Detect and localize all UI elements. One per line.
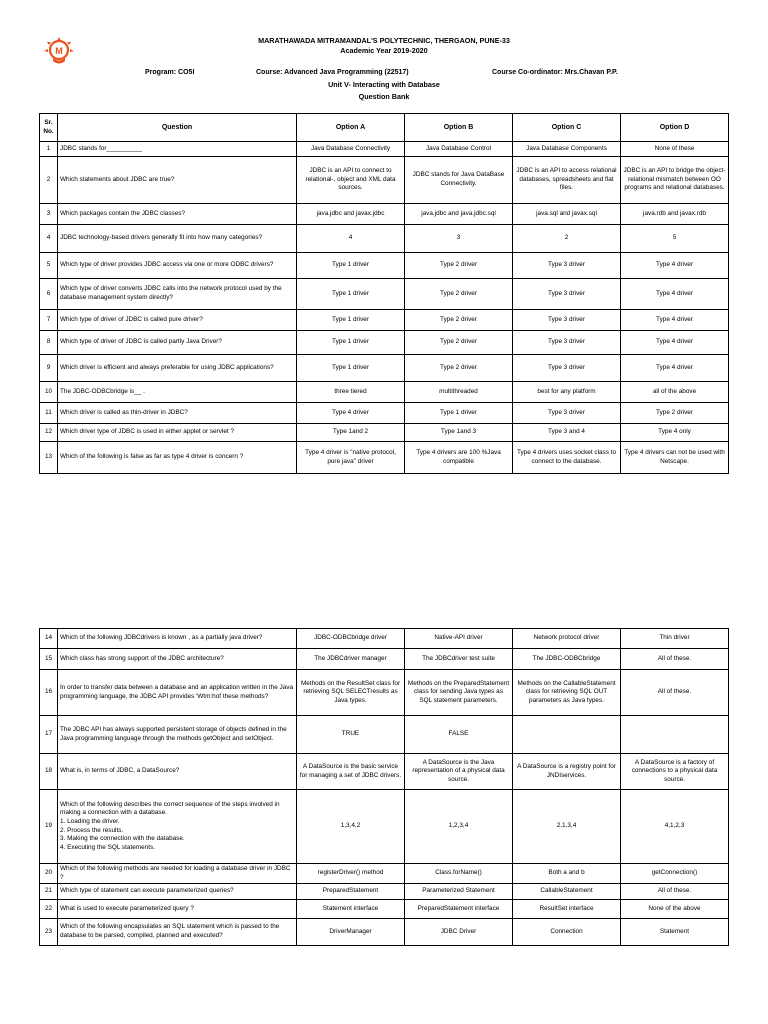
- option-a: Statement interface: [297, 900, 405, 919]
- question-text: Which packages contain the JDBC classes?: [58, 204, 297, 225]
- question-number: 15: [40, 649, 58, 670]
- course-label: Course: Advanced Java Programming (22517): [256, 69, 409, 76]
- option-d: All of these.: [621, 884, 729, 900]
- question-number: 13: [40, 442, 58, 474]
- option-c: Connection: [513, 919, 621, 946]
- unit-title: Unit V- Interacting with Database: [328, 80, 440, 89]
- column-header-sr-no: Sr. No.: [40, 114, 58, 142]
- option-a: registerDriver() method: [297, 864, 405, 884]
- column-header-option-d: Option D: [621, 114, 729, 142]
- option-b: java.jdbc and java.jdbc.sql: [405, 204, 513, 225]
- question-text: Which of the following methods are needed for loading a database driver in JDBC ?: [58, 864, 297, 884]
- question-number: 11: [40, 403, 58, 424]
- option-c: Methods on the CallableStatement class for retrieving SQL OUT parameters as Java types.: [513, 670, 621, 716]
- option-a: 4: [297, 225, 405, 253]
- table-row: [40, 403, 729, 424]
- question-number: 14: [40, 629, 58, 649]
- question-text: Which type of driver provides JDBC access via one or more ODBC drivers?: [58, 253, 297, 279]
- institute-name: MARATHAWADA MITRAMANDAL'S POLYTECHNIC, THERGAON, PUNE-33: [258, 36, 510, 45]
- question-text: Which driver is efficient and always preferable for using JDBC applications?: [58, 355, 297, 382]
- question-text: Which driver type of JDBC is used in either applet or servlet ?: [58, 424, 297, 442]
- table-row: [40, 754, 729, 790]
- option-b: Type 2 driver: [405, 279, 513, 310]
- option-b: Type 1and 3: [405, 424, 513, 442]
- option-c: The JDBC-ODBCbridge: [513, 649, 621, 670]
- question-number: 17: [40, 716, 58, 754]
- question-text: JDBC technology-based drivers generally fit into how many categories?: [58, 225, 297, 253]
- option-d: Type 4 driver: [621, 331, 729, 355]
- option-c: A DataSource is a registry point for JNDIservices.: [513, 754, 621, 790]
- option-b: FALSE: [405, 716, 513, 754]
- question-number: 5: [40, 253, 58, 279]
- option-d: all of the above: [621, 382, 729, 403]
- question-text: Which type of driver converts JDBC calls into the network protocol used by the database management system directly?: [58, 279, 297, 310]
- option-c: java.sql and javax.sql: [513, 204, 621, 225]
- option-d: Type 4 driver: [621, 310, 729, 331]
- table-row: [40, 790, 729, 864]
- option-a: JDBC is an API to connect to relational-, object and XML data sources.: [297, 157, 405, 204]
- option-d: Thin driver: [621, 629, 729, 649]
- academic-year: Academic Year 2019-2020: [340, 46, 428, 55]
- column-header-option-a: Option A: [297, 114, 405, 142]
- table-row: [40, 225, 729, 253]
- table-header-row: [40, 114, 729, 142]
- question-number: 7: [40, 310, 58, 331]
- option-a: java.jdbc and javax.jdbc: [297, 204, 405, 225]
- option-a: Type 1and 2: [297, 424, 405, 442]
- table-row: [40, 142, 729, 157]
- option-b: 1,2,3,4: [405, 790, 513, 864]
- question-text: Which type of statement can execute parameterized queries?: [58, 884, 297, 900]
- coordinator-label: Course Co-ordinator: Mrs.Chavan P.P.: [492, 69, 618, 76]
- question-text: Which of the following is false as far as type 4 driver is concern ?: [58, 442, 297, 474]
- option-b: Type 2 driver: [405, 253, 513, 279]
- question-text: Which class has strong support of the JDBC architecture?: [58, 649, 297, 670]
- option-d: 4,1,2,3: [621, 790, 729, 864]
- question-text: Which statements about JDBC are true?: [58, 157, 297, 204]
- table-row: [40, 864, 729, 884]
- table-row: [40, 649, 729, 670]
- question-number: 18: [40, 754, 58, 790]
- option-b: Methods on the PreparedStatement class for sending Java types as SQL statement parameters.: [405, 670, 513, 716]
- question-number: 3: [40, 204, 58, 225]
- question-table-part-1: [39, 113, 729, 474]
- option-c: Network protocol driver: [513, 629, 621, 649]
- option-c: best for any platform: [513, 382, 621, 403]
- option-a: The JDBCdriver manager: [297, 649, 405, 670]
- option-b: multithreaded: [405, 382, 513, 403]
- question-text: What is, in terms of JDBC, a DataSource?: [58, 754, 297, 790]
- question-number: 12: [40, 424, 58, 442]
- table-row: [40, 716, 729, 754]
- question-number: 22: [40, 900, 58, 919]
- option-d: 5: [621, 225, 729, 253]
- option-b: JDBC Driver: [405, 919, 513, 946]
- option-a: Type 1 driver: [297, 331, 405, 355]
- option-c: Java Database Components: [513, 142, 621, 157]
- question-text: JDBC stands for__________: [58, 142, 297, 157]
- question-number: 8: [40, 331, 58, 355]
- option-c: Type 3 driver: [513, 310, 621, 331]
- option-b: PreparedStatement interface: [405, 900, 513, 919]
- option-d: Type 2 driver: [621, 403, 729, 424]
- svg-text:M: M: [55, 46, 63, 56]
- option-c: Type 3 driver: [513, 279, 621, 310]
- option-a: A DataSource is the basic service for managing a set of JDBC drivers.: [297, 754, 405, 790]
- option-b: Type 2 driver: [405, 331, 513, 355]
- column-header-option-c: Option C: [513, 114, 621, 142]
- option-d: A DataSource is a factory of connections to a physical data source.: [621, 754, 729, 790]
- question-number: 10: [40, 382, 58, 403]
- option-d: Type 4 drivers can not be used with Netscape.: [621, 442, 729, 474]
- option-d: [621, 716, 729, 754]
- option-b: JDBC stands for Java DataBase Connectivity.: [405, 157, 513, 204]
- question-text: Which type of driver of JDBC is called pure driver?: [58, 310, 297, 331]
- option-c: Type 3 driver: [513, 403, 621, 424]
- table-row: [40, 253, 729, 279]
- column-header-option-b: Option B: [405, 114, 513, 142]
- option-c: Type 3 driver: [513, 331, 621, 355]
- option-b: Type 2 driver: [405, 310, 513, 331]
- question-text: The JDBC API has always supported persistent storage of objects defined in the Java programming language through the methods getObject and setObject.: [58, 716, 297, 754]
- table-row: [40, 629, 729, 649]
- question-number: 9: [40, 355, 58, 382]
- question-number: 2: [40, 157, 58, 204]
- question-number: 21: [40, 884, 58, 900]
- option-d: Type 4 only: [621, 424, 729, 442]
- table-row: [40, 900, 729, 919]
- question-text: Which of the following JDBCdrivers is known , as a partially java driver?: [58, 629, 297, 649]
- table-row: [40, 884, 729, 900]
- question-text: The JDBC-ODBCbridge is__ .: [58, 382, 297, 403]
- option-c: Type 3 and 4: [513, 424, 621, 442]
- program-label: Program: CO5I: [145, 69, 195, 76]
- table-row: [40, 670, 729, 716]
- option-d: None of the above: [621, 900, 729, 919]
- option-c: Type 3 driver: [513, 355, 621, 382]
- question-text: Which type of driver of JDBC is called partly Java Driver?: [58, 331, 297, 355]
- option-c: Type 4 drivers uses socket class to connect to the database.: [513, 442, 621, 474]
- option-d: Type 4 driver: [621, 355, 729, 382]
- option-a: JDBC-ODBCbridge driver: [297, 629, 405, 649]
- option-d: getConnection(): [621, 864, 729, 884]
- option-a: Type 4 driver is "native protocol, pure java" driver: [297, 442, 405, 474]
- option-d: Type 4 driver: [621, 253, 729, 279]
- question-number: 1: [40, 142, 58, 157]
- question-number: 4: [40, 225, 58, 253]
- question-number: 20: [40, 864, 58, 884]
- option-b: Type 4 drivers are 100 %Java compatible: [405, 442, 513, 474]
- option-c: ResultSet interface: [513, 900, 621, 919]
- option-a: Type 1 driver: [297, 310, 405, 331]
- option-d: All of these.: [621, 649, 729, 670]
- table-row: [40, 382, 729, 403]
- option-c: 2: [513, 225, 621, 253]
- option-a: Java Database Connectivity: [297, 142, 405, 157]
- option-c: CallableStatement: [513, 884, 621, 900]
- option-b: 3: [405, 225, 513, 253]
- option-d: None of these: [621, 142, 729, 157]
- option-d: java.rdb and javax.rdb: [621, 204, 729, 225]
- option-a: TRUE: [297, 716, 405, 754]
- question-text: In order to transfer data between a database and an application written in the Java programming language, the JDBC API provides 'Wtm:hof these methods?: [58, 670, 297, 716]
- question-number: 19: [40, 790, 58, 864]
- option-a: Type 1 driver: [297, 253, 405, 279]
- page-title: Question Bank: [358, 92, 410, 101]
- option-a: DriverManager: [297, 919, 405, 946]
- option-b: Parameterized Statement: [405, 884, 513, 900]
- option-c: Type 3 driver: [513, 253, 621, 279]
- option-a: Type 1 driver: [297, 279, 405, 310]
- table-row: [40, 310, 729, 331]
- option-b: A DataSource is the Java representation of a physical data source.: [405, 754, 513, 790]
- option-c: [513, 716, 621, 754]
- option-d: Type 4 driver: [621, 279, 729, 310]
- option-a: PreparedStatement: [297, 884, 405, 900]
- question-text: Which of the following encapsulates an SQL statement which is passed to the database to be parsed, compiled, planned and executed?: [58, 919, 297, 946]
- option-d: All of these.: [621, 670, 729, 716]
- table-row: [40, 355, 729, 382]
- question-number: 6: [40, 279, 58, 310]
- option-b: Native-API driver: [405, 629, 513, 649]
- option-a: Methods on the ResultSet class for retrieving SQL SELECTresults as Java types.: [297, 670, 405, 716]
- option-a: Type 1 driver: [297, 355, 405, 382]
- table-row: [40, 331, 729, 355]
- question-text: Which driver is called as thin-driver in JDBC?: [58, 403, 297, 424]
- option-c: Both a and b: [513, 864, 621, 884]
- table-row: [40, 424, 729, 442]
- table-row: [40, 919, 729, 946]
- table-row: [40, 279, 729, 310]
- table-row: [40, 157, 729, 204]
- option-b: The JDBCdriver test suite: [405, 649, 513, 670]
- question-text: Which of the following describes the correct sequence of the steps involved in making a connection with a database. 1. Loading the driver. 2. Process the results. 3. Making the connection with the database. 4. Executing the SQL statements.: [58, 790, 297, 864]
- option-a: 1,3,4,2: [297, 790, 405, 864]
- option-c: JDBC is an API to access relational databases, spreadsheets and flat files.: [513, 157, 621, 204]
- question-table-part-2: [39, 628, 729, 946]
- question-text: What is used to execute parameterized query ?: [58, 900, 297, 919]
- table-row: [40, 204, 729, 225]
- option-a: three tiered: [297, 382, 405, 403]
- option-d: JDBC is an API to bridge the object-relational mismatch between OO programs and relational databases.: [621, 157, 729, 204]
- option-b: Java Database Control: [405, 142, 513, 157]
- question-number: 23: [40, 919, 58, 946]
- option-b: Class.forName(): [405, 864, 513, 884]
- option-d: Statement: [621, 919, 729, 946]
- option-a: Type 4 driver: [297, 403, 405, 424]
- table-row: [40, 442, 729, 474]
- option-c: 2,1,3,4: [513, 790, 621, 864]
- question-number: 16: [40, 670, 58, 716]
- column-header-question: Question: [58, 114, 297, 142]
- option-b: Type 1 driver: [405, 403, 513, 424]
- option-b: Type 2 driver: [405, 355, 513, 382]
